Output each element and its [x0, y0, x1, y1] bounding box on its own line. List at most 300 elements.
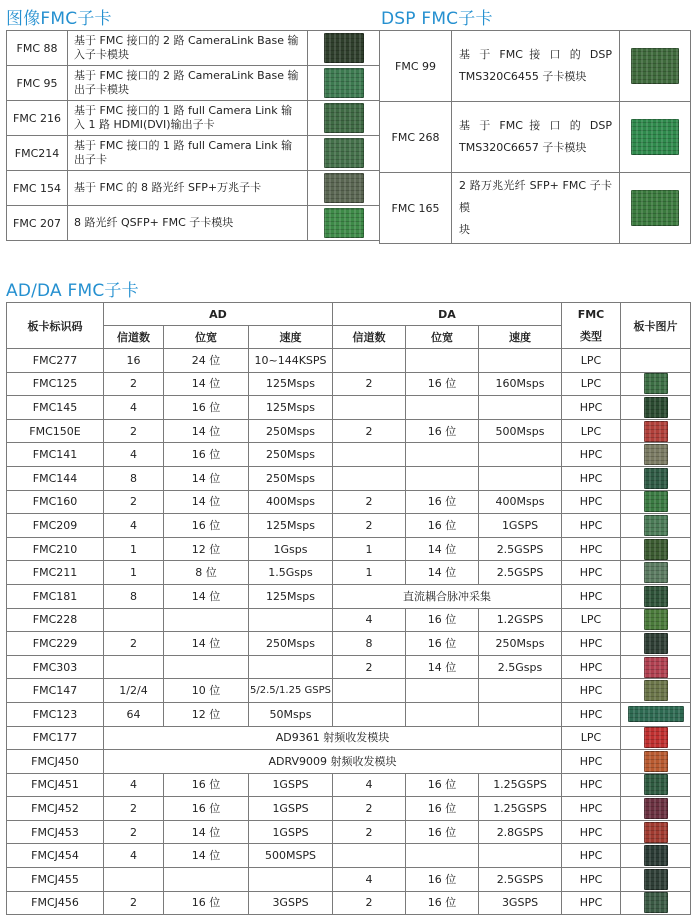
ad-channels: 8 — [104, 584, 164, 608]
table-row — [7, 561, 691, 585]
ad-channels: 2 — [104, 372, 164, 396]
board-thumbnail-icon — [644, 845, 668, 866]
board-thumbnail-icon — [631, 190, 679, 226]
ad-speed: 125Msps — [249, 514, 333, 538]
table-row — [7, 66, 380, 101]
board-image-cell — [621, 868, 691, 892]
da-channels: 2 — [333, 797, 406, 821]
ad-channels: 4 — [104, 396, 164, 420]
ad-bits: 14 位 — [164, 584, 249, 608]
header-da-bits: 位宽 — [406, 326, 479, 349]
board-description: 基于 FMC 接口的 1 路 full Camera Link 输出子卡 — [68, 136, 308, 171]
board-thumbnail-icon — [644, 515, 668, 536]
ad-speed: 250Msps — [249, 466, 333, 490]
ad-channels: 8 — [104, 466, 164, 490]
da-bits: 16 位 — [406, 632, 479, 656]
board-id: FMC150E — [7, 419, 104, 443]
ad-bits: 14 位 — [164, 844, 249, 868]
ad-channels: 4 — [104, 844, 164, 868]
ad-bits — [164, 868, 249, 892]
da-speed — [479, 443, 562, 467]
ad-speed: 125Msps — [249, 396, 333, 420]
da-speed: 1.25GSPS — [479, 797, 562, 821]
board-thumbnail-icon — [644, 373, 668, 394]
ad-channels: 2 — [104, 891, 164, 915]
board-image-cell — [621, 490, 691, 514]
table-row — [7, 726, 691, 750]
header-board-id: 板卡标识码 — [7, 303, 104, 349]
ad-bits: 14 位 — [164, 820, 249, 844]
ad-speed: 1.5Gsps — [249, 561, 333, 585]
board-image-cell — [621, 820, 691, 844]
board-id: FMCJ452 — [7, 797, 104, 821]
da-speed — [479, 844, 562, 868]
board-code: FMC 207 — [7, 206, 68, 241]
description-line-2: 块 — [459, 223, 470, 236]
ad-speed: 250Msps — [249, 419, 333, 443]
section-title-adda-fmc: AD/DA FMC子卡 — [6, 281, 139, 301]
ad-bits: 16 位 — [164, 773, 249, 797]
adda-fmc-table — [6, 302, 691, 915]
header-fmc-type — [562, 303, 621, 349]
board-description: 基于 FMC 接口的 1 路 full Camera Link 输入 1 路 HDMI(DVI)输出子卡 — [68, 101, 308, 136]
board-id: FMC145 — [7, 396, 104, 420]
board-thumbnail-icon — [644, 869, 668, 890]
board-merged-description: ADRV9009 射频收发模块 — [104, 750, 562, 774]
board-id: FMC141 — [7, 443, 104, 467]
board-id: FMCJ453 — [7, 820, 104, 844]
board-id: FMC144 — [7, 466, 104, 490]
ad-speed: 1Gsps — [249, 537, 333, 561]
ad-bits: 14 位 — [164, 490, 249, 514]
fmc-type: LPC — [562, 349, 621, 373]
da-bits — [406, 702, 479, 726]
board-image-cell — [621, 443, 691, 467]
ad-channels — [104, 655, 164, 679]
board-image-cell — [621, 584, 691, 608]
section-title-dsp-fmc: DSP FMC子卡 — [381, 9, 493, 29]
board-code: FMC 88 — [7, 31, 68, 66]
da-channels: 2 — [333, 490, 406, 514]
ad-bits: 12 位 — [164, 537, 249, 561]
board-code: FMC 99 — [380, 31, 452, 102]
table-row — [7, 797, 691, 821]
ad-channels: 4 — [104, 514, 164, 538]
da-channels: 4 — [333, 868, 406, 892]
header-board-image: 板卡图片 — [621, 303, 691, 349]
ad-bits: 14 位 — [164, 632, 249, 656]
board-code: FMC214 — [7, 136, 68, 171]
board-description: 基于 FMC 的 8 路光纤 SFP+万兆子卡 — [68, 171, 308, 206]
da-speed — [479, 349, 562, 373]
fmc-type: LPC — [562, 419, 621, 443]
da-bits: 16 位 — [406, 891, 479, 915]
fmc-type: HPC — [562, 702, 621, 726]
board-merged-description: AD9361 射频收发模块 — [104, 726, 562, 750]
ad-channels — [104, 608, 164, 632]
fmc-type: HPC — [562, 820, 621, 844]
board-thumbnail-icon — [628, 706, 684, 722]
ad-bits: 16 位 — [164, 396, 249, 420]
ad-speed: 10~144KSPS — [249, 349, 333, 373]
board-thumbnail-icon — [324, 68, 364, 98]
ad-channels: 1 — [104, 537, 164, 561]
ad-bits: 16 位 — [164, 514, 249, 538]
board-image-cell — [621, 537, 691, 561]
description-line-2: TMS320C6657 子卡模块 — [459, 141, 587, 154]
board-thumbnail-icon — [644, 822, 668, 843]
header-fmc-type-line2: 类型 — [580, 329, 602, 343]
dsp-fmc-table — [379, 30, 691, 244]
fmc-type: HPC — [562, 655, 621, 679]
table-row — [7, 632, 691, 656]
table-row — [7, 490, 691, 514]
board-id: FMC228 — [7, 608, 104, 632]
da-speed: 500Msps — [479, 419, 562, 443]
ad-bits: 16 位 — [164, 797, 249, 821]
board-image-cell — [308, 206, 380, 241]
board-id: FMCJ451 — [7, 773, 104, 797]
da-bits: 14 位 — [406, 537, 479, 561]
board-code: FMC 95 — [7, 66, 68, 101]
table-row — [380, 102, 691, 173]
da-speed: 250Msps — [479, 632, 562, 656]
da-bits: 14 位 — [406, 561, 479, 585]
table-row — [7, 349, 691, 373]
board-id: FMC123 — [7, 702, 104, 726]
ad-bits: 24 位 — [164, 349, 249, 373]
board-image-cell — [621, 514, 691, 538]
board-id: FMC147 — [7, 679, 104, 703]
board-id: FMCJ450 — [7, 750, 104, 774]
board-code: FMC 268 — [380, 102, 452, 173]
board-image-cell — [621, 726, 691, 750]
da-speed: 1GSPS — [479, 514, 562, 538]
da-channels: 1 — [333, 537, 406, 561]
table-row — [7, 868, 691, 892]
header-da: DA — [333, 303, 562, 326]
board-code: FMC 216 — [7, 101, 68, 136]
board-thumbnail-icon — [324, 33, 364, 63]
table-row — [7, 584, 691, 608]
ad-channels: 2 — [104, 820, 164, 844]
ad-bits: 10 位 — [164, 679, 249, 703]
header-ad-bits: 位宽 — [164, 326, 249, 349]
board-thumbnail-icon — [644, 774, 668, 795]
da-channels — [333, 443, 406, 467]
ad-speed: 1GSPS — [249, 773, 333, 797]
board-image-cell — [621, 750, 691, 774]
ad-channels: 1/2/4 — [104, 679, 164, 703]
da-channels: 2 — [333, 891, 406, 915]
da-bits: 14 位 — [406, 655, 479, 679]
da-channels — [333, 466, 406, 490]
description-line-2: TMS320C6455 子卡模块 — [459, 70, 587, 83]
table-row — [7, 702, 691, 726]
fmc-type: HPC — [562, 632, 621, 656]
ad-speed: 125Msps — [249, 584, 333, 608]
fmc-type: HPC — [562, 679, 621, 703]
table-row — [7, 514, 691, 538]
board-id: FMC211 — [7, 561, 104, 585]
ad-channels: 64 — [104, 702, 164, 726]
board-id: FMC181 — [7, 584, 104, 608]
table-row — [7, 171, 380, 206]
da-bits — [406, 396, 479, 420]
board-image-cell — [621, 679, 691, 703]
fmc-type: HPC — [562, 750, 621, 774]
da-bits — [406, 349, 479, 373]
ad-speed: 500MSPS — [249, 844, 333, 868]
board-image-cell — [621, 466, 691, 490]
table-row — [7, 466, 691, 490]
board-thumbnail-icon — [644, 491, 668, 512]
da-channels: 2 — [333, 514, 406, 538]
fmc-type: HPC — [562, 561, 621, 585]
fmc-type: HPC — [562, 844, 621, 868]
table-row — [380, 31, 691, 102]
board-id: FMC160 — [7, 490, 104, 514]
da-bits: 16 位 — [406, 514, 479, 538]
board-id: FMC177 — [7, 726, 104, 750]
ad-bits — [164, 655, 249, 679]
da-channels — [333, 679, 406, 703]
da-speed: 1.25GSPS — [479, 773, 562, 797]
header-ad-speed: 速度 — [249, 326, 333, 349]
ad-speed: 400Msps — [249, 490, 333, 514]
board-thumbnail-icon — [324, 173, 364, 203]
board-description: 8 路光纤 QSFP+ FMC 子卡模块 — [68, 206, 308, 241]
board-thumbnail-icon — [631, 48, 679, 84]
da-speed — [479, 466, 562, 490]
da-bits: 16 位 — [406, 773, 479, 797]
header-da-channels: 信道数 — [333, 326, 406, 349]
ad-speed — [249, 655, 333, 679]
ad-speed: 250Msps — [249, 443, 333, 467]
board-thumbnail-icon — [631, 119, 679, 155]
da-speed: 400Msps — [479, 490, 562, 514]
da-bits — [406, 679, 479, 703]
da-speed: 3GSPS — [479, 891, 562, 915]
ad-channels: 4 — [104, 773, 164, 797]
board-id: FMCJ455 — [7, 868, 104, 892]
ad-channels: 1 — [104, 561, 164, 585]
board-thumbnail-icon — [644, 562, 668, 583]
board-id: FMC229 — [7, 632, 104, 656]
da-channels: 8 — [333, 632, 406, 656]
image-fmc-table — [6, 30, 380, 241]
fmc-type: HPC — [562, 490, 621, 514]
board-image-cell — [621, 419, 691, 443]
ad-speed: 50Msps — [249, 702, 333, 726]
board-thumbnail-icon — [644, 727, 668, 748]
ad-speed: 3GSPS — [249, 891, 333, 915]
board-image-cell — [621, 349, 691, 373]
board-image-cell — [621, 655, 691, 679]
da-speed: 2.5GSPS — [479, 561, 562, 585]
board-thumbnail-icon — [644, 586, 668, 607]
ad-channels: 16 — [104, 349, 164, 373]
description-line-1: 基 于 FMC 接 口 的 DSP — [459, 48, 612, 61]
board-image-cell — [308, 136, 380, 171]
ad-channels: 2 — [104, 419, 164, 443]
ad-speed: 1GSPS — [249, 820, 333, 844]
da-bits: 16 位 — [406, 608, 479, 632]
fmc-type: LPC — [562, 726, 621, 750]
board-thumbnail-icon — [644, 468, 668, 489]
da-speed — [479, 396, 562, 420]
ad-bits: 14 位 — [164, 419, 249, 443]
table-row — [7, 101, 380, 136]
board-id: FMC209 — [7, 514, 104, 538]
board-thumbnail-icon — [644, 609, 668, 630]
description-line-1: 基 于 FMC 接 口 的 DSP — [459, 119, 612, 132]
header-da-speed: 速度 — [479, 326, 562, 349]
ad-channels: 2 — [104, 490, 164, 514]
board-thumbnail-icon — [644, 892, 668, 913]
da-speed: 2.5GSPS — [479, 868, 562, 892]
ad-speed: 125Msps — [249, 372, 333, 396]
table-row — [380, 173, 691, 244]
da-speed: 2.5Gsps — [479, 655, 562, 679]
board-code: FMC 165 — [380, 173, 452, 244]
da-bits: 16 位 — [406, 797, 479, 821]
da-channels: 4 — [333, 773, 406, 797]
board-image-cell — [621, 797, 691, 821]
fmc-type: HPC — [562, 514, 621, 538]
ad-channels: 2 — [104, 632, 164, 656]
board-id: FMC303 — [7, 655, 104, 679]
da-channels — [333, 844, 406, 868]
board-image-cell — [621, 561, 691, 585]
table-row — [7, 773, 691, 797]
da-channels: 2 — [333, 655, 406, 679]
table-row — [7, 443, 691, 467]
board-thumbnail-icon — [324, 103, 364, 133]
board-thumbnail-icon — [644, 751, 668, 772]
table-row — [7, 537, 691, 561]
board-description: 基于 FMC 接口的 2 路 CameraLink Base 输入子卡模块 — [68, 31, 308, 66]
fmc-type: HPC — [562, 773, 621, 797]
board-image-cell — [308, 171, 380, 206]
ad-bits — [164, 608, 249, 632]
board-thumbnail-icon — [644, 657, 668, 678]
ad-speed — [249, 608, 333, 632]
ad-speed — [249, 868, 333, 892]
da-channels: 2 — [333, 372, 406, 396]
board-thumbnail-icon — [644, 539, 668, 560]
board-image-cell — [620, 31, 691, 102]
header-ad-channels: 信道数 — [104, 326, 164, 349]
board-image-cell — [621, 372, 691, 396]
da-speed — [479, 679, 562, 703]
table-row — [7, 820, 691, 844]
ad-channels — [104, 868, 164, 892]
table-row — [7, 372, 691, 396]
fmc-type: HPC — [562, 891, 621, 915]
board-thumbnail-icon — [324, 138, 364, 168]
board-image-cell — [308, 101, 380, 136]
header-fmc-type-line1: FMC — [577, 307, 605, 321]
table-row — [7, 206, 380, 241]
ad-bits: 14 位 — [164, 372, 249, 396]
board-image-cell — [621, 773, 691, 797]
da-merged-description: 直流耦合脉冲采集 — [333, 584, 562, 608]
table-row — [7, 679, 691, 703]
da-channels — [333, 702, 406, 726]
ad-bits: 12 位 — [164, 702, 249, 726]
board-description — [452, 31, 620, 102]
board-thumbnail-icon — [644, 397, 668, 418]
ad-bits: 16 位 — [164, 891, 249, 915]
da-channels — [333, 349, 406, 373]
board-image-cell — [620, 173, 691, 244]
board-image-cell — [621, 632, 691, 656]
fmc-type: LPC — [562, 372, 621, 396]
board-description: 基于 FMC 接口的 2 路 CameraLink Base 输出子卡模块 — [68, 66, 308, 101]
table-row — [7, 844, 691, 868]
da-speed — [479, 702, 562, 726]
table-row — [7, 419, 691, 443]
fmc-type: HPC — [562, 537, 621, 561]
description-line-1: 2 路万兆光纤 SFP+ FMC 子卡模 — [459, 179, 612, 214]
board-id: FMCJ456 — [7, 891, 104, 915]
fmc-type: HPC — [562, 584, 621, 608]
table-row — [7, 31, 380, 66]
table-row — [7, 655, 691, 679]
table-row — [7, 396, 691, 420]
table-row — [7, 136, 380, 171]
ad-channels: 4 — [104, 443, 164, 467]
da-bits: 16 位 — [406, 372, 479, 396]
board-image-cell — [308, 66, 380, 101]
da-channels: 1 — [333, 561, 406, 585]
board-image-cell — [621, 891, 691, 915]
board-description — [452, 102, 620, 173]
da-channels: 2 — [333, 820, 406, 844]
ad-speed: 1GSPS — [249, 797, 333, 821]
board-image-cell — [620, 102, 691, 173]
fmc-type: HPC — [562, 797, 621, 821]
table-row — [7, 891, 691, 915]
ad-speed: 250Msps — [249, 632, 333, 656]
board-id: FMC210 — [7, 537, 104, 561]
board-image-cell — [621, 844, 691, 868]
da-speed: 160Msps — [479, 372, 562, 396]
ad-bits: 14 位 — [164, 466, 249, 490]
da-speed: 2.8GSPS — [479, 820, 562, 844]
board-thumbnail-icon — [324, 208, 364, 238]
board-id: FMC277 — [7, 349, 104, 373]
board-image-cell — [621, 396, 691, 420]
board-thumbnail-icon — [644, 633, 668, 654]
da-bits — [406, 443, 479, 467]
board-image-cell — [308, 31, 380, 66]
da-channels: 2 — [333, 419, 406, 443]
da-bits: 16 位 — [406, 419, 479, 443]
board-image-cell — [621, 702, 691, 726]
board-code: FMC 154 — [7, 171, 68, 206]
fmc-type: HPC — [562, 443, 621, 467]
board-thumbnail-icon — [644, 798, 668, 819]
table-row — [7, 750, 691, 774]
da-channels — [333, 396, 406, 420]
table-row — [7, 608, 691, 632]
board-id: FMC125 — [7, 372, 104, 396]
ad-bits: 8 位 — [164, 561, 249, 585]
section-title-image-fmc: 图像FMC子卡 — [6, 9, 112, 29]
da-bits: 16 位 — [406, 820, 479, 844]
